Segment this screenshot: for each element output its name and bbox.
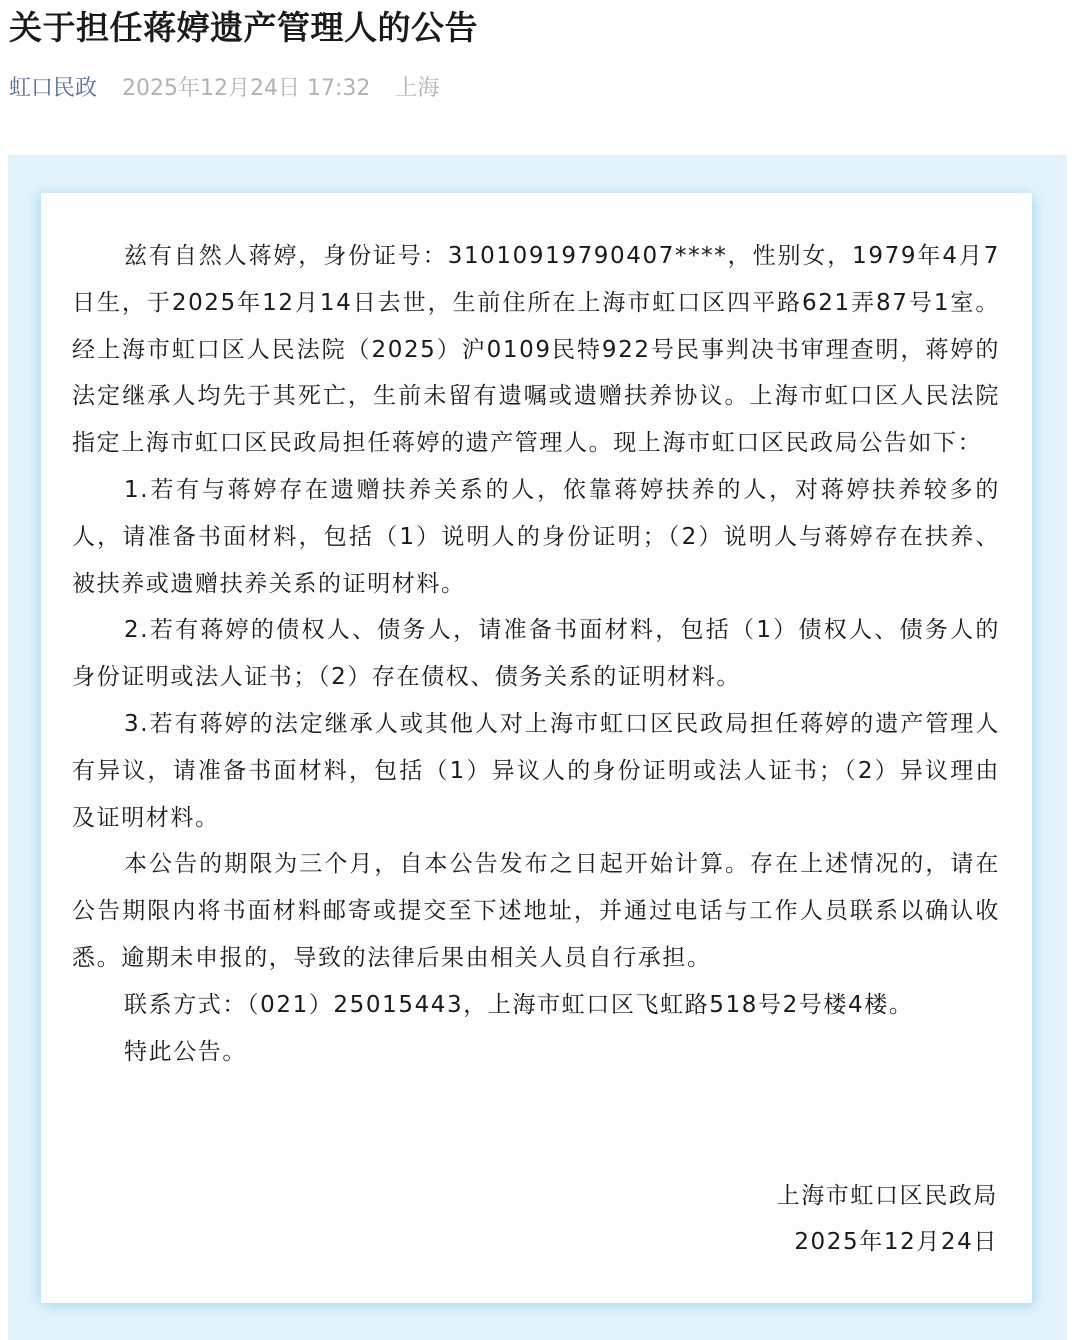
notice-signature	[777, 1173, 998, 1265]
publish-time: 2025年12月24日 17:32	[122, 76, 371, 101]
signature-organization: 上海市虹口区民政局	[776, 1183, 998, 1209]
notice-item-1: 1.若有与蒋婷存在遗赠扶养关系的人，依靠蒋婷扶养的人，对蒋婷扶养较多的人，请准备书面材料，包括（1）说明人的身份证明；（2）说明人与蒋婷存在扶养、被扶养或遗赠扶养关系的证明材料。	[72, 476, 1000, 597]
notice-card	[41, 193, 1032, 1303]
notice-item-3: 3.若有蒋婷的法定继承人或其他人对上海市虹口区民政局担任蒋婷的遗产管理人有异议，请准备书面材料，包括（1）异议人的身份证明或法人证书；（2）异议理由及证明材料。	[72, 710, 1000, 831]
notice-item-2: 2.若有蒋婷的债权人、债务人，请准备书面材料，包括（1）债权人、债务人的身份证明或法人证书；（2）存在债权、债务关系的证明材料。	[72, 617, 1000, 691]
notice-contact: 联系方式：（021）25015443，上海市虹口区飞虹路518号2号楼4楼。	[124, 991, 914, 1018]
publish-location: 上海	[395, 76, 440, 101]
notice-body	[72, 233, 1000, 1075]
article-meta	[9, 74, 439, 104]
notice-background-panel	[8, 155, 1067, 1340]
account-name-link[interactable]: 虹口民政	[9, 76, 98, 101]
notice-paragraph-intro: 兹有自然人蒋婷，身份证号：31010919790407****，性别女，1979年4月7日生，于2025年12月14日去世，生前住所在上海市虹口区四平路621弄87号1室。经上海市虹口区人民法院（2025）沪0109民特922号民事判决书审理查明，蒋婷的法定继承人均先于其死亡，生前未留有遗嘱或遗赠扶养协议。上海市虹口区人民法院指定上海市虹口区民政局担任蒋婷的遗产管理人。现上海市虹口区民政局公告如下：	[72, 243, 1000, 457]
notice-closing: 特此公告。	[124, 1038, 247, 1065]
signature-date: 2025年12月24日	[794, 1229, 998, 1255]
article-title: 关于担任蒋婷遗产管理人的公告	[9, 8, 478, 47]
notice-period-paragraph: 本公告的期限为三个月，自本公告发布之日起开始计算。存在上述情况的，请在公告期限内将书面材料邮寄或提交至下述地址，并通过电话与工作人员联系以确认收悉。逾期未申报的，导致的法律后果由相关人员自行承担。	[72, 851, 1000, 971]
